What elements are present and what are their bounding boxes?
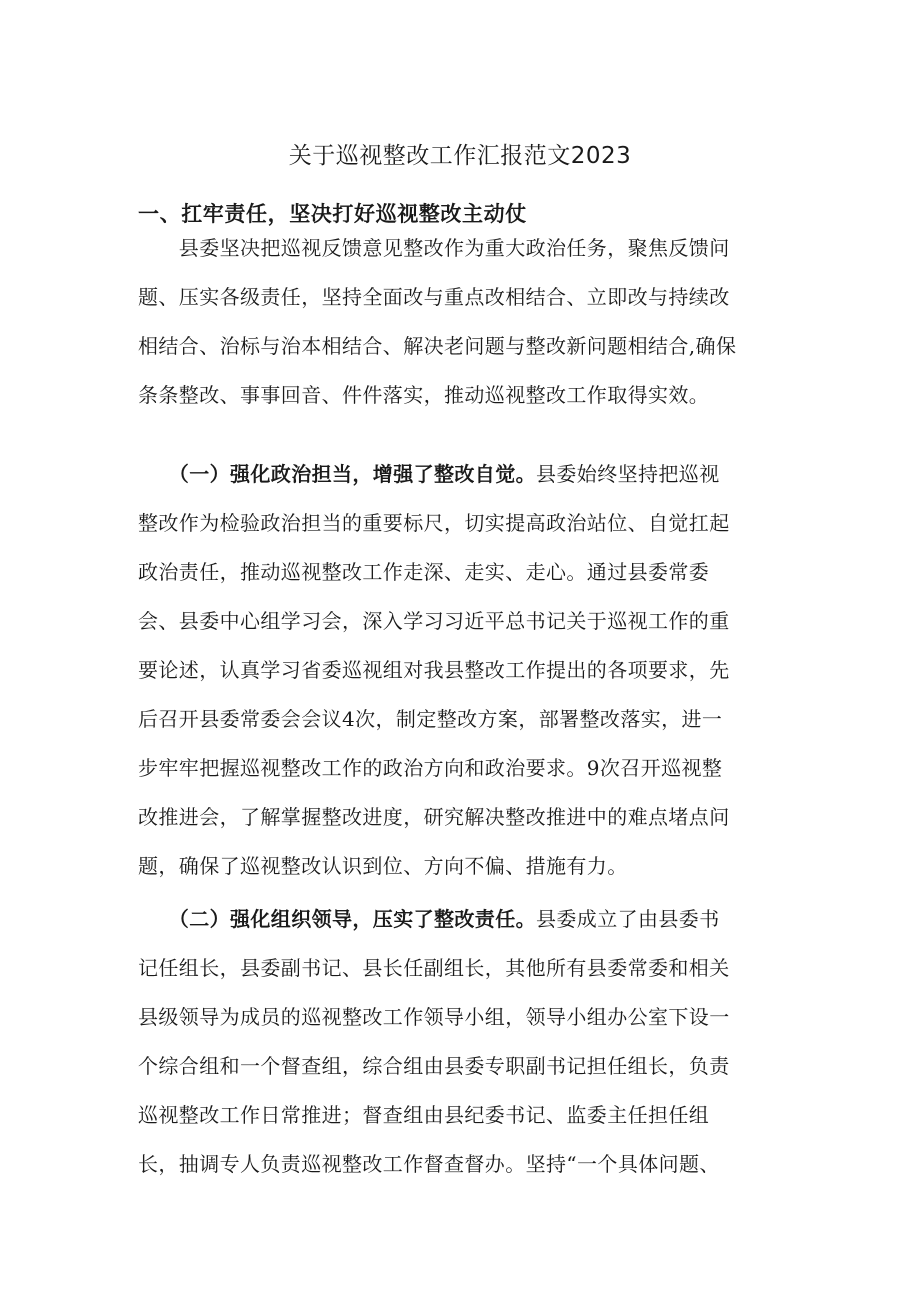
paragraph-line: 题、压实各级责任，坚持全面改与重点改相结合、立即改与持续改 — [138, 285, 730, 309]
paragraph-first-line — [138, 450, 778, 499]
paragraph-line: 县委坚决把巡视反馈意见整改作为重大政治任务，聚焦反馈问 — [138, 236, 730, 260]
paragraph-line: 巡视整改工作日常推进；督查组由县纪委书记、监委主任担任组 — [138, 1103, 710, 1127]
paragraph-line: 相结合、治标与治本相结合、解决老问题与整改新问题相结合,确保 — [138, 334, 737, 358]
paragraph-line: 记任组长，县委副书记、县长任副组长，其他所有县委常委和相关 — [138, 956, 730, 980]
paragraph-3 — [138, 895, 778, 1189]
subsection-lead: （一）强化政治担当，增强了整改自觉。 — [138, 462, 536, 486]
paragraph-text: 县委成立了由县委书 — [536, 907, 720, 931]
paragraph-line: 县级领导为成员的巡视整改工作领导小组，领导小组办公室下设一 — [138, 1005, 730, 1029]
paragraph-line: 步牢牢把握巡视整改工作的政治方向和政治要求。9次召开巡视整 — [138, 756, 723, 780]
paragraph-1 — [138, 224, 778, 420]
paragraph-line: 会、县委中心组学习会，深入学习习近平总书记关于巡视工作的重 — [138, 609, 730, 633]
paragraph-2 — [138, 450, 778, 891]
paragraph-line: 要论述，认真学习省委巡视组对我县整改工作提出的各项要求，先 — [138, 658, 730, 682]
paragraph-line: 题，确保了巡视整改认识到位、方向不偏、措施有力。 — [138, 854, 628, 878]
section-heading: 一、扛牢责任，坚决打好巡视整改主动仗 — [138, 202, 527, 226]
paragraph-line: 政治责任，推动巡视整改工作走深、走实、走心。通过县委常委 — [138, 560, 710, 584]
subsection-lead: （二）强化组织领导，压实了整改责任。 — [138, 907, 536, 931]
document-title: 关于巡视整改工作汇报范文2023 — [288, 143, 632, 169]
paragraph-line: 改推进会，了解掌握整改进度，研究解决整改推进中的难点堵点问 — [138, 805, 730, 829]
paragraph-line: 个综合组和一个督查组，综合组由县委专职副书记担任组长，负责 — [138, 1054, 730, 1078]
paragraph-line: 后召开县委常委会会议4次，制定整改方案，部署整改落实，进一 — [138, 707, 723, 731]
paragraph-text: 县委始终坚持把巡视 — [536, 462, 720, 486]
paragraph-line: 整改作为检验政治担当的重要标尺，切实提高政治站位、自觉扛起 — [138, 511, 730, 535]
paragraph-line: 条条整改、事事回音、件件落实，推动巡视整改工作取得实效。 — [138, 383, 710, 407]
paragraph-line: 长，抽调专人负责巡视整改工作督查督办。坚持“一个具体问题、 — [138, 1152, 720, 1176]
paragraph-first-line — [138, 895, 778, 944]
